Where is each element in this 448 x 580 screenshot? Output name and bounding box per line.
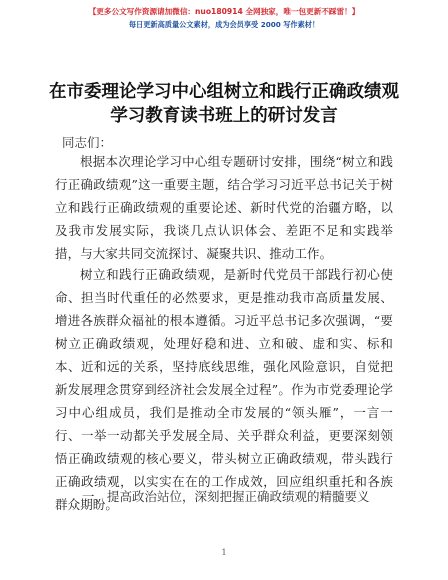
page-number: 1 (221, 548, 227, 557)
promo-line-1: 【更多公文写作资源请加微信：nuo180914 全网独家，唯一包更新不踩雷！】 (88, 7, 360, 16)
paragraph-2: 树立和践行正确政绩观，是新时代党员干部践行初心使命、担当时代重任的必然要求，更是推动我市高质量发展、增进各族群众福祉的根本遵循。习近平总书记多次强调，“要树立正确政绩观，处理好稳和进、立和破、虚和实、标和本、近和远的关系，坚持底线思维，强化风险意识，自觉把新发展理念贯穿到经济社会发展全过程”。作为市党委理论学习中心组成员，我们是推动全市发展的“领头雁”，一言一行、一举一动都关乎发展全局、关乎群众利益，更要深刻领悟正确政绩观的核心要义，带头树立正确政绩观，带头践行正确政绩观，以实实在在的工作成效，回应组织重托和各族群众期盼。 (55, 267, 393, 512)
section-heading-1: 一、提高政治站位，深刻把握正确政绩观的精髓要义 (82, 489, 370, 504)
promo-line-2: 每日更新高质量公文素材，成为会员享受 2000 写作素材！ (128, 20, 320, 29)
document-title (0, 80, 448, 128)
salutation: 同志们： (62, 135, 113, 150)
title-line-2: 学习教育读书班上的研讨发言 (110, 106, 338, 126)
title-line-1: 在市委理论学习中心组树立和践行正确政绩观 (49, 82, 399, 102)
paragraph-1: 根据本次理论学习中心组专题研讨安排，围绕“树立和践行正确政绩观”这一重要主题，结合学习习近平总书记关于树立和践行正确政绩观的重要论述、新时代党的治疆方略，以及我市发展实际，我谈几点认识体会、差距不足和实践举措，与大家共同交流探讨、凝聚共识、推动工作。 (55, 154, 393, 261)
promo-banner (0, 6, 448, 30)
